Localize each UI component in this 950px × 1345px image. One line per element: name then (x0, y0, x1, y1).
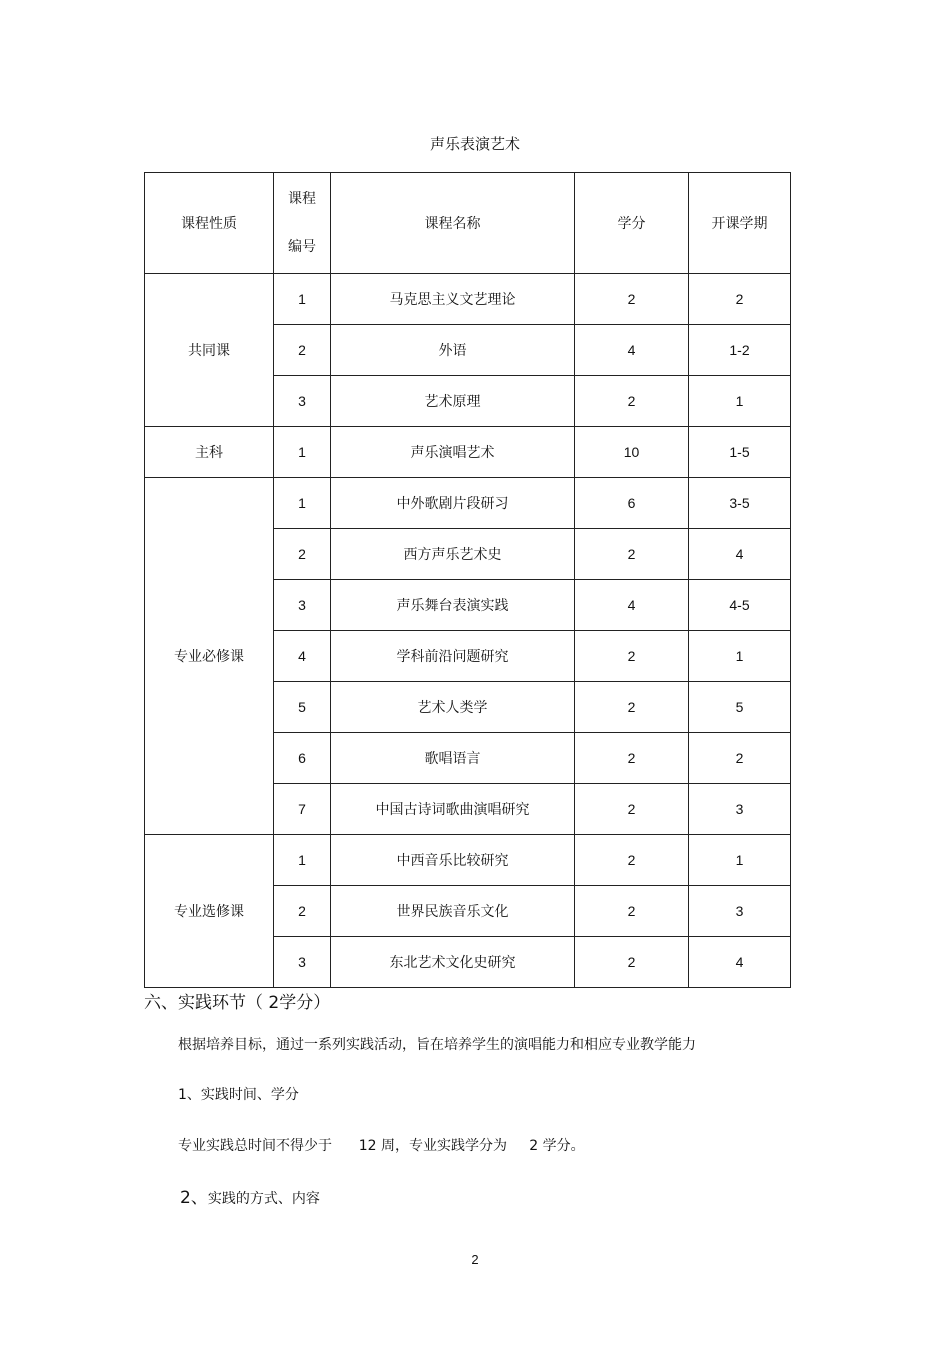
semester-cell: 1 (689, 631, 791, 682)
course-name-cell: 艺术原理 (331, 376, 575, 427)
semester-cell: 3 (689, 784, 791, 835)
course-name-cell: 歌唱语言 (331, 733, 575, 784)
category-cell: 专业选修课 (145, 835, 274, 988)
credits-cell: 2 (575, 682, 689, 733)
category-cell: 专业必修课 (145, 478, 274, 835)
credits-cell: 2 (575, 376, 689, 427)
course-code-cell: 5 (274, 682, 331, 733)
semester-cell: 2 (689, 274, 791, 325)
header-semester: 开课学期 (689, 173, 791, 274)
semester-cell: 4-5 (689, 580, 791, 631)
semester-cell: 1 (689, 376, 791, 427)
course-name-cell: 艺术人类学 (331, 682, 575, 733)
item2-heading: 实践的方式、内容 (207, 1191, 320, 1207)
item1-text: 专业实践总时间不得少于 12 周，专业实践学分为 2 学分。 (178, 1138, 585, 1154)
course-name-cell: 外语 (331, 325, 575, 376)
course-code-cell: 1 (274, 274, 331, 325)
item1-heading: 1、实践时间、学分 (178, 1087, 299, 1103)
credits-cell: 4 (575, 325, 689, 376)
course-name-cell: 世界民族音乐文化 (331, 886, 575, 937)
course-code-cell: 1 (274, 427, 331, 478)
course-code-cell: 3 (274, 580, 331, 631)
credits-cell: 2 (575, 835, 689, 886)
section-heading: 六、实践环节（ 2学分） (144, 993, 331, 1013)
course-code-cell: 2 (274, 886, 331, 937)
course-name-cell: 马克思主义文艺理论 (331, 274, 575, 325)
course-table (144, 172, 791, 988)
header-category: 课程性质 (145, 173, 274, 274)
course-code-cell: 2 (274, 529, 331, 580)
semester-cell: 5 (689, 682, 791, 733)
category-cell: 主科 (145, 427, 274, 478)
course-code-cell: 6 (274, 733, 331, 784)
credits-cell: 2 (575, 733, 689, 784)
course-code-cell: 2 (274, 325, 331, 376)
semester-cell: 2 (689, 733, 791, 784)
semester-cell: 4 (689, 937, 791, 988)
credits-cell: 2 (575, 937, 689, 988)
header-course-name: 课程名称 (331, 173, 575, 274)
credits-cell: 2 (575, 529, 689, 580)
course-code-cell: 3 (274, 937, 331, 988)
semester-cell: 1-5 (689, 427, 791, 478)
course-name-cell: 东北艺术文化史研究 (331, 937, 575, 988)
header-code-line2: 编号 (288, 239, 316, 255)
course-code-cell: 4 (274, 631, 331, 682)
table-row (145, 835, 791, 886)
course-code-cell: 1 (274, 835, 331, 886)
header-code-line1: 课程 (288, 191, 316, 207)
header-credits: 学分 (575, 173, 689, 274)
credits-cell: 2 (575, 274, 689, 325)
credits-cell: 2 (575, 631, 689, 682)
course-code-cell: 3 (274, 376, 331, 427)
course-name-cell: 声乐舞台表演实践 (331, 580, 575, 631)
semester-cell: 3-5 (689, 478, 791, 529)
course-name-cell: 西方声乐艺术史 (331, 529, 575, 580)
course-name-cell: 学科前沿问题研究 (331, 631, 575, 682)
credits-cell: 2 (575, 784, 689, 835)
credits-cell: 2 (575, 886, 689, 937)
table-row (145, 274, 791, 325)
course-name-cell: 中国古诗词歌曲演唱研究 (331, 784, 575, 835)
credits-cell: 6 (575, 478, 689, 529)
table-title: 声乐表演艺术 (429, 135, 520, 153)
section-intro: 根据培养目标，通过一系列实践活动，旨在培养学生的演唱能力和相应专业教学能力 (178, 1037, 696, 1053)
table-row (145, 478, 791, 529)
semester-cell: 3 (689, 886, 791, 937)
course-table-body (145, 274, 791, 988)
semester-cell: 4 (689, 529, 791, 580)
semester-cell: 1 (689, 835, 791, 886)
credits-cell: 4 (575, 580, 689, 631)
table-header-row (145, 173, 791, 274)
course-name-cell: 声乐演唱艺术 (331, 427, 575, 478)
page-number: 2 (471, 1252, 479, 1267)
course-code-cell: 1 (274, 478, 331, 529)
semester-cell: 1-2 (689, 325, 791, 376)
header-course-code (274, 173, 331, 274)
item2-number: 2、 (180, 1188, 208, 1208)
credits-cell: 10 (575, 427, 689, 478)
category-cell: 共同课 (145, 274, 274, 427)
course-name-cell: 中外歌剧片段研习 (331, 478, 575, 529)
table-row (145, 427, 791, 478)
item2-heading-line (180, 1183, 320, 1208)
course-code-cell: 7 (274, 784, 331, 835)
course-name-cell: 中西音乐比较研究 (331, 835, 575, 886)
